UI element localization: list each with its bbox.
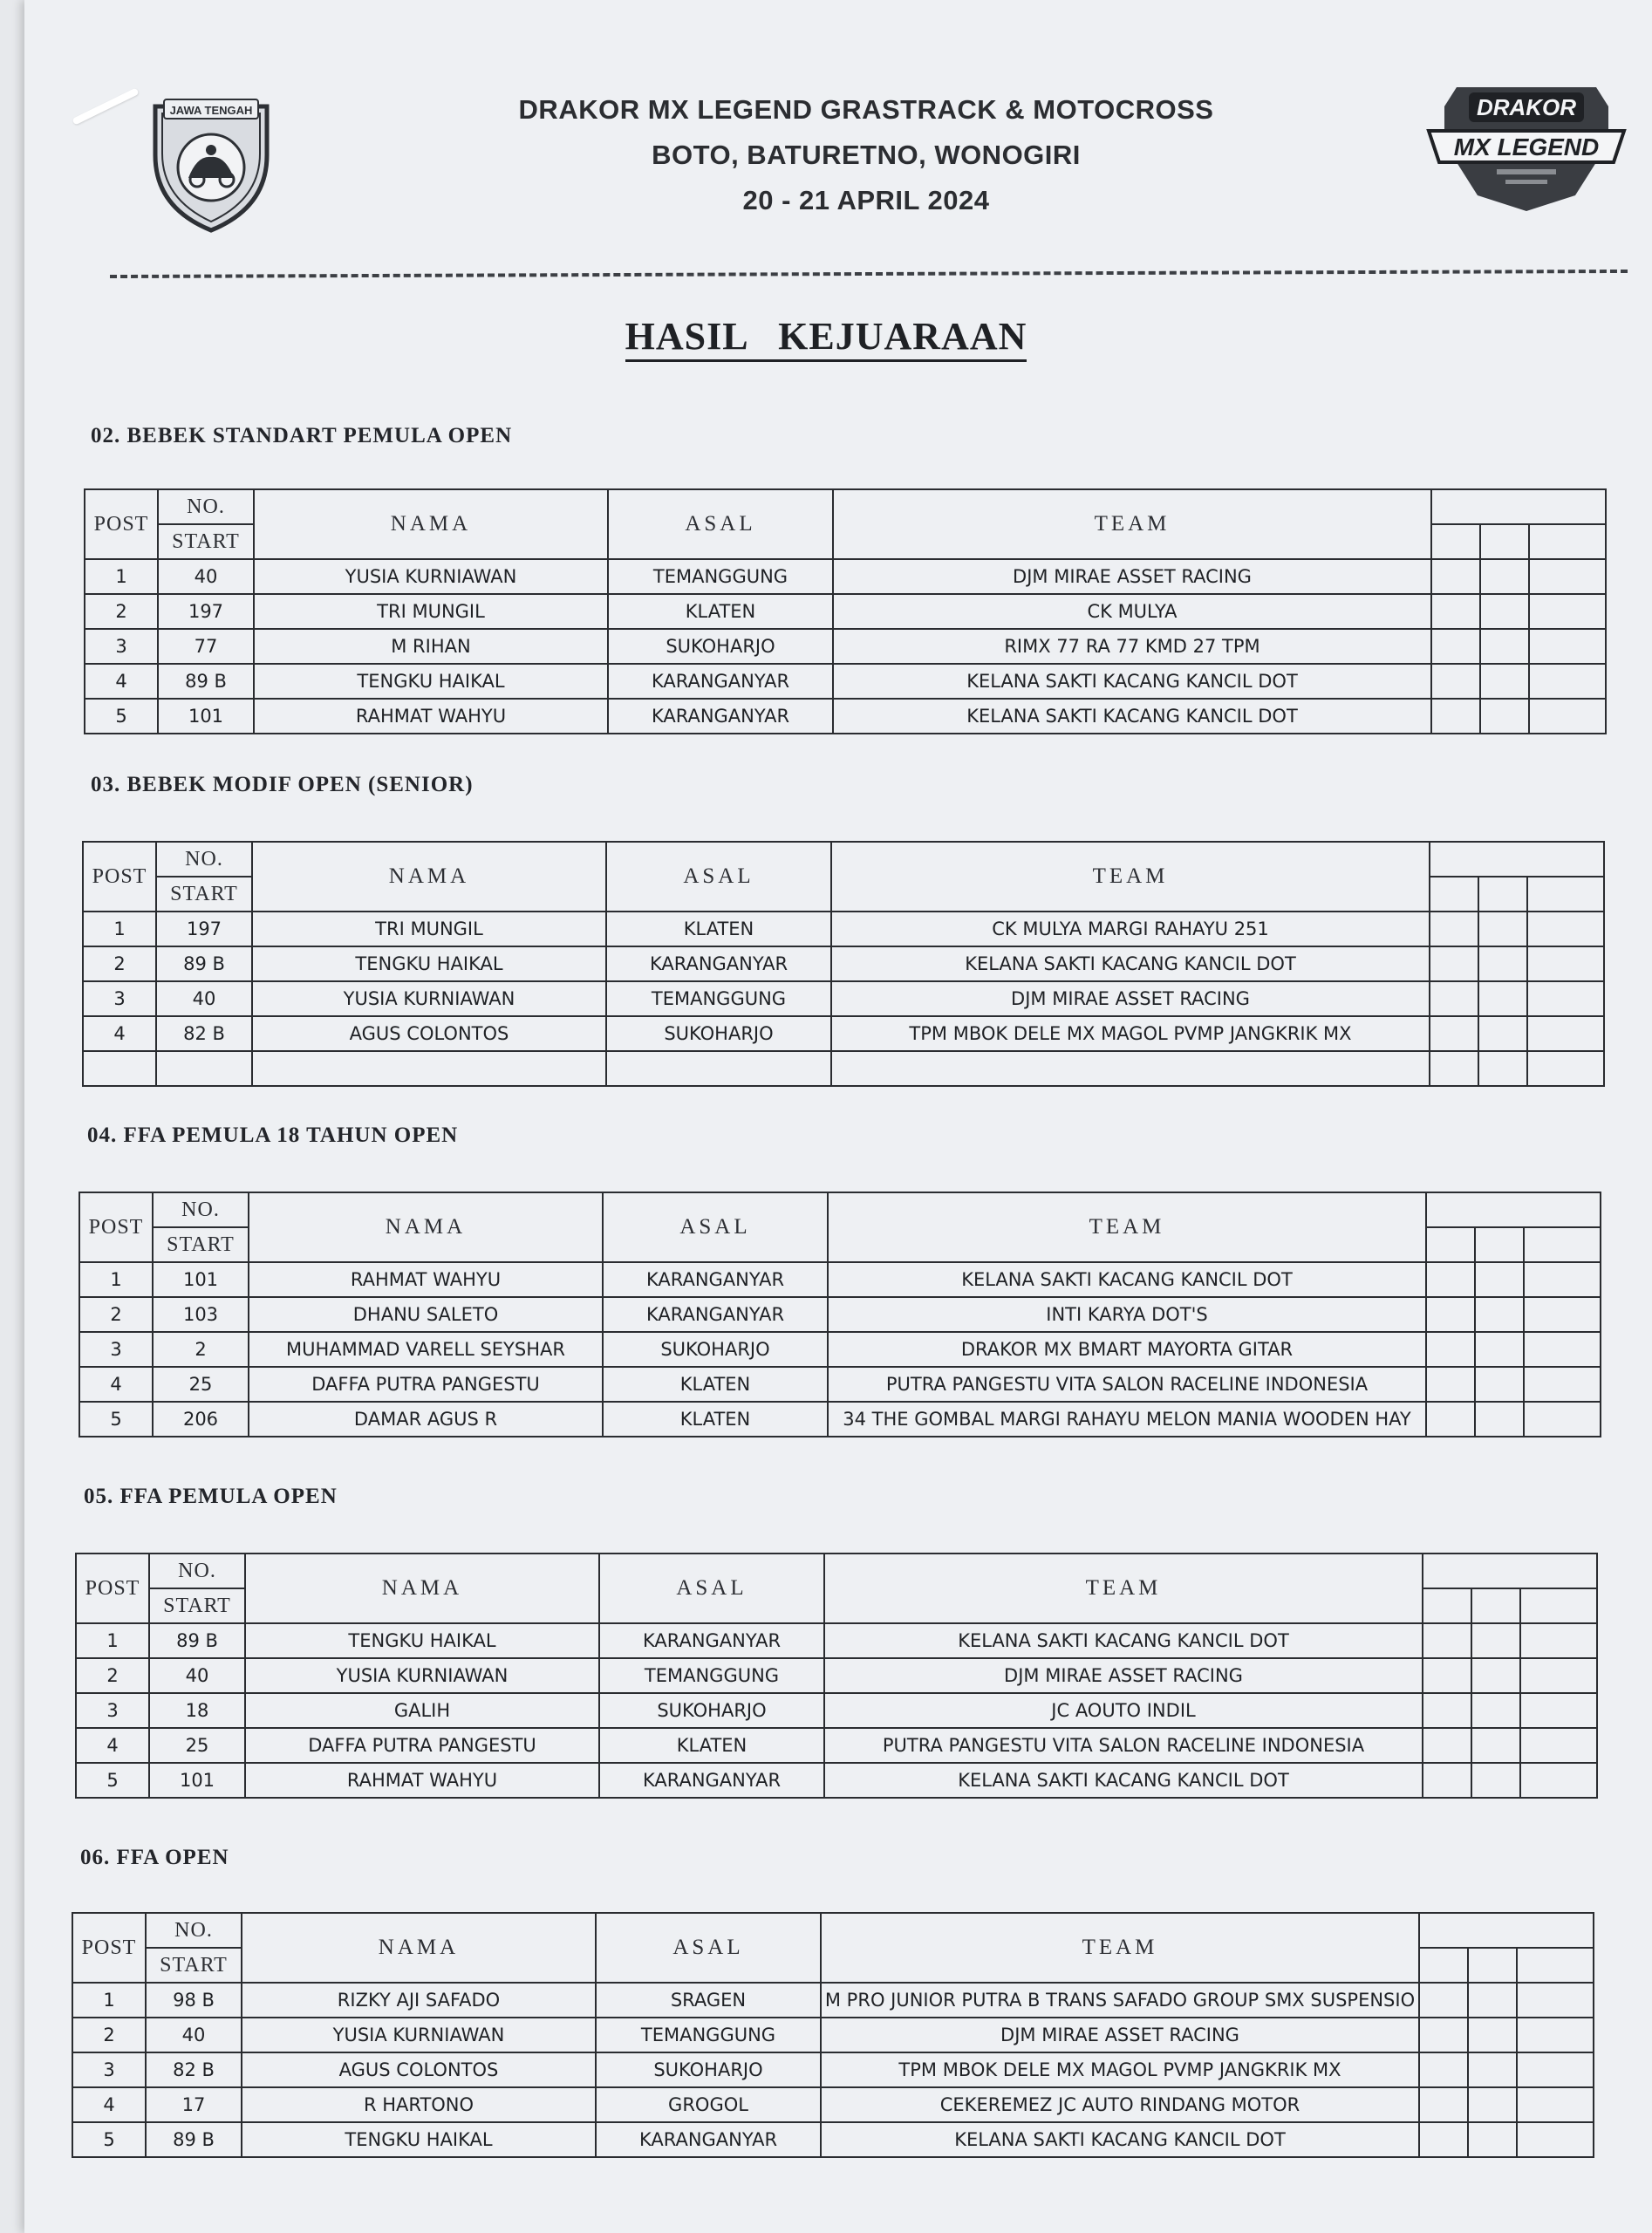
cell-nama: TENGKU HAIKAL bbox=[252, 946, 606, 981]
cell-post: 3 bbox=[85, 629, 158, 664]
header-nama: NAMA bbox=[249, 1192, 603, 1262]
cell-blank-box bbox=[1475, 1402, 1524, 1437]
cell-blank-box bbox=[1520, 1658, 1597, 1693]
cell-blank-box bbox=[1527, 912, 1604, 946]
cell-blank-box bbox=[1529, 664, 1606, 699]
cell-asal: GROGOL bbox=[596, 2087, 821, 2122]
cell-asal: KARANGANYAR bbox=[608, 664, 833, 699]
cell-nama bbox=[252, 1051, 606, 1086]
header-no: NO. bbox=[153, 1192, 249, 1227]
cell-nama: TRI MUNGIL bbox=[252, 912, 606, 946]
cell-nama: MUHAMMAD VARELL SEYSHAR bbox=[249, 1332, 603, 1367]
cell-blank-box bbox=[1527, 1051, 1604, 1086]
cell-blank-box bbox=[1475, 1332, 1524, 1367]
header-post: POST bbox=[76, 1554, 149, 1623]
cell-start: 40 bbox=[158, 559, 254, 594]
cell-team: M PRO JUNIOR PUTRA B TRANS SAFADO GROUP SMX SUSPENSIO bbox=[821, 1983, 1419, 2018]
cell-team: KELANA SAKTI KACANG KANCIL DOT bbox=[828, 1262, 1426, 1297]
cell-blank-box bbox=[1423, 1658, 1471, 1693]
table-row bbox=[85, 594, 1606, 629]
cell-nama: DHANU SALETO bbox=[249, 1297, 603, 1332]
section-title: 05. FFA PEMULA OPEN bbox=[84, 1485, 338, 1508]
cell-post bbox=[83, 1051, 156, 1086]
cell-nama: RAHMAT WAHYU bbox=[249, 1262, 603, 1297]
cell-blank-box bbox=[1423, 1763, 1471, 1798]
cell-post: 3 bbox=[79, 1332, 153, 1367]
cell-nama: R HARTONO bbox=[242, 2087, 596, 2122]
cell-post: 1 bbox=[76, 1623, 149, 1658]
cell-post: 5 bbox=[79, 1402, 153, 1437]
cell-asal: KARANGANYAR bbox=[599, 1763, 824, 1798]
cell-team: TPM MBOK DELE MX MAGOL PVMP JANGKRIK MX bbox=[821, 2052, 1419, 2087]
cell-start: 17 bbox=[146, 2087, 242, 2122]
table-row bbox=[72, 2018, 1594, 2052]
cell-asal: KLATEN bbox=[603, 1367, 828, 1402]
cell-asal: KLATEN bbox=[606, 912, 831, 946]
cell-nama: YUSIA KURNIAWAN bbox=[245, 1658, 599, 1693]
header-team: TEAM bbox=[828, 1192, 1426, 1262]
cell-post: 1 bbox=[72, 1983, 146, 2018]
cell-blank-box bbox=[1480, 629, 1529, 664]
cell-post: 4 bbox=[72, 2087, 146, 2122]
cell-team: KELANA SAKTI KACANG KANCIL DOT bbox=[831, 946, 1430, 981]
cell-start: 101 bbox=[153, 1262, 249, 1297]
cell-post: 3 bbox=[76, 1693, 149, 1728]
cell-blank-box bbox=[1478, 1016, 1527, 1051]
header-blank-box bbox=[1529, 524, 1606, 559]
cell-nama: TRI MUNGIL bbox=[254, 594, 608, 629]
header-start: START bbox=[153, 1227, 249, 1262]
cell-nama: TENGKU HAIKAL bbox=[242, 2122, 596, 2157]
cell-blank-box bbox=[1478, 981, 1527, 1016]
cell-blank-box bbox=[1527, 946, 1604, 981]
header-team: TEAM bbox=[833, 489, 1431, 559]
cell-blank-box bbox=[1529, 699, 1606, 734]
cell-start: 25 bbox=[153, 1367, 249, 1402]
header-nama: NAMA bbox=[252, 842, 606, 912]
cell-blank-box bbox=[1471, 1693, 1520, 1728]
cell-team bbox=[831, 1051, 1430, 1086]
table-row bbox=[85, 629, 1606, 664]
header-post: POST bbox=[79, 1192, 153, 1262]
results-table bbox=[75, 1553, 1598, 1799]
header-post: POST bbox=[72, 1913, 146, 1983]
cell-asal: KARANGANYAR bbox=[608, 699, 833, 734]
cell-blank-box bbox=[1520, 1763, 1597, 1798]
table-row bbox=[76, 1623, 1597, 1658]
cell-blank-box bbox=[1471, 1728, 1520, 1763]
cell-blank-box bbox=[1524, 1367, 1601, 1402]
cell-asal: TEMANGGUNG bbox=[596, 2018, 821, 2052]
cell-team: KELANA SAKTI KACANG KANCIL DOT bbox=[833, 664, 1431, 699]
cell-start: 89 B bbox=[146, 2122, 242, 2157]
header-blank-box bbox=[1426, 1192, 1601, 1227]
cell-blank-box bbox=[1478, 912, 1527, 946]
cell-nama: RAHMAT WAHYU bbox=[254, 699, 608, 734]
cell-team: DJM MIRAE ASSET RACING bbox=[831, 981, 1430, 1016]
results-table bbox=[72, 1912, 1594, 2158]
cell-start: 89 B bbox=[156, 946, 252, 981]
cell-asal: TEMANGGUNG bbox=[599, 1658, 824, 1693]
cell-start: 101 bbox=[149, 1763, 245, 1798]
cell-blank-box bbox=[1426, 1332, 1475, 1367]
cell-team: CEKEREMEZ JC AUTO RINDANG MOTOR bbox=[821, 2087, 1419, 2122]
cell-asal: TEMANGGUNG bbox=[606, 981, 831, 1016]
cell-blank-box bbox=[1520, 1623, 1597, 1658]
cell-blank-box bbox=[1520, 1693, 1597, 1728]
cell-start: 101 bbox=[158, 699, 254, 734]
cell-blank-box bbox=[1468, 2018, 1517, 2052]
cell-asal: SUKOHARJO bbox=[596, 2052, 821, 2087]
cell-blank-box bbox=[1431, 664, 1480, 699]
cell-team: KELANA SAKTI KACANG KANCIL DOT bbox=[833, 699, 1431, 734]
cell-team: JC AOUTO INDIL bbox=[824, 1693, 1423, 1728]
cell-asal: KARANGANYAR bbox=[599, 1623, 824, 1658]
header-blank-box bbox=[1520, 1588, 1597, 1623]
cell-post: 2 bbox=[76, 1658, 149, 1693]
cell-team: DJM MIRAE ASSET RACING bbox=[833, 559, 1431, 594]
section-title: 02. BEBEK STANDART PEMULA OPEN bbox=[91, 424, 513, 447]
cell-blank-box bbox=[1517, 2052, 1594, 2087]
cell-nama: TENGKU HAIKAL bbox=[254, 664, 608, 699]
cell-blank-box bbox=[1524, 1262, 1601, 1297]
cell-blank-box bbox=[1480, 699, 1529, 734]
cell-start: 25 bbox=[149, 1728, 245, 1763]
pen-mark-decoration bbox=[72, 87, 139, 125]
table-row bbox=[79, 1332, 1601, 1367]
table-row bbox=[76, 1728, 1597, 1763]
cell-nama: RIZKY AJI SAFADO bbox=[242, 1983, 596, 2018]
header-blank-box bbox=[1430, 877, 1478, 912]
header-nama: NAMA bbox=[254, 489, 608, 559]
table-row bbox=[83, 946, 1604, 981]
table-row bbox=[85, 664, 1606, 699]
cell-blank-box bbox=[1529, 559, 1606, 594]
table-row bbox=[79, 1402, 1601, 1437]
cell-start: 82 B bbox=[146, 2052, 242, 2087]
header-nama: NAMA bbox=[242, 1913, 596, 1983]
table-row bbox=[72, 2052, 1594, 2087]
results-table bbox=[82, 841, 1605, 1087]
cell-blank-box bbox=[1529, 629, 1606, 664]
cell-nama: DAFFA PUTRA PANGESTU bbox=[249, 1367, 603, 1402]
cell-blank-box bbox=[1431, 699, 1480, 734]
cell-blank-box bbox=[1430, 981, 1478, 1016]
cell-blank-box bbox=[1527, 1016, 1604, 1051]
cell-blank-box bbox=[1468, 2087, 1517, 2122]
table-row bbox=[79, 1367, 1601, 1402]
cell-nama: DAMAR AGUS R bbox=[249, 1402, 603, 1437]
table-row bbox=[83, 1016, 1604, 1051]
header-no: NO. bbox=[146, 1913, 242, 1948]
cell-post: 5 bbox=[85, 699, 158, 734]
cell-blank-box bbox=[1468, 2052, 1517, 2087]
event-location: BOTO, BATURETNO, WONOGIRI bbox=[652, 140, 1081, 170]
cell-blank-box bbox=[1520, 1728, 1597, 1763]
cell-asal: KLATEN bbox=[608, 594, 833, 629]
cell-blank-box bbox=[1478, 1051, 1527, 1086]
cell-post: 1 bbox=[83, 912, 156, 946]
table-row bbox=[83, 981, 1604, 1016]
cell-blank-box bbox=[1524, 1332, 1601, 1367]
cell-blank-box bbox=[1468, 1983, 1517, 2018]
header-blank-box bbox=[1478, 877, 1527, 912]
table-row bbox=[76, 1658, 1597, 1693]
header-start: START bbox=[149, 1588, 245, 1623]
cell-blank-box bbox=[1524, 1402, 1601, 1437]
jawa-tengah-seal-logo bbox=[148, 94, 274, 234]
cell-blank-box bbox=[1423, 1693, 1471, 1728]
cell-start: 197 bbox=[156, 912, 252, 946]
logo-line1: DRAKOR bbox=[1476, 94, 1577, 120]
header-blank-box bbox=[1527, 877, 1604, 912]
header-asal: ASAL bbox=[596, 1913, 821, 1983]
cell-blank-box bbox=[1527, 981, 1604, 1016]
cell-blank-box bbox=[1468, 2122, 1517, 2157]
cell-asal: KARANGANYAR bbox=[603, 1262, 828, 1297]
cell-team: PUTRA PANGESTU VITA SALON RACELINE INDONESIA bbox=[824, 1728, 1423, 1763]
cell-blank-box bbox=[1517, 2018, 1594, 2052]
table-row bbox=[85, 559, 1606, 594]
header-blank-box bbox=[1423, 1588, 1471, 1623]
cell-team: KELANA SAKTI KACANG KANCIL DOT bbox=[824, 1623, 1423, 1658]
cell-asal: SUKOHARJO bbox=[603, 1332, 828, 1367]
header-start: START bbox=[156, 877, 252, 912]
results-table bbox=[84, 488, 1607, 734]
section-title: 03. BEBEK MODIF OPEN (SENIOR) bbox=[91, 773, 474, 796]
header-team: TEAM bbox=[824, 1554, 1423, 1623]
cell-blank-box bbox=[1426, 1367, 1475, 1402]
header-blank-box bbox=[1468, 1948, 1517, 1983]
drakor-mx-legend-logo bbox=[1422, 82, 1631, 215]
header-blank-box bbox=[1471, 1588, 1520, 1623]
cell-blank-box bbox=[1419, 2122, 1468, 2157]
cell-blank-box bbox=[1471, 1658, 1520, 1693]
cell-post: 2 bbox=[83, 946, 156, 981]
header-asal: ASAL bbox=[608, 489, 833, 559]
cell-post: 1 bbox=[79, 1262, 153, 1297]
cell-team: DRAKOR MX BMART MAYORTA GITAR bbox=[828, 1332, 1426, 1367]
cell-start: 89 B bbox=[158, 664, 254, 699]
cell-blank-box bbox=[1517, 2087, 1594, 2122]
cell-start: 40 bbox=[149, 1658, 245, 1693]
cell-team: RIMX 77 RA 77 KMD 27 TPM bbox=[833, 629, 1431, 664]
table-row bbox=[76, 1763, 1597, 1798]
cell-team: CK MULYA MARGI RAHAYU 251 bbox=[831, 912, 1430, 946]
header-asal: ASAL bbox=[606, 842, 831, 912]
results-table bbox=[79, 1192, 1601, 1437]
cell-team: INTI KARYA DOT'S bbox=[828, 1297, 1426, 1332]
cell-nama: M RIHAN bbox=[254, 629, 608, 664]
cell-asal: KLATEN bbox=[603, 1402, 828, 1437]
cell-blank-box bbox=[1430, 1051, 1478, 1086]
cell-blank-box bbox=[1426, 1297, 1475, 1332]
cell-post: 3 bbox=[83, 981, 156, 1016]
table-row bbox=[72, 2122, 1594, 2157]
cell-team: 34 THE GOMBAL MARGI RAHAYU MELON MANIA WOODEN HAY bbox=[828, 1402, 1426, 1437]
document-title bbox=[0, 314, 1652, 359]
section-title: 04. FFA PEMULA 18 TAHUN OPEN bbox=[87, 1123, 459, 1147]
cell-start: 103 bbox=[153, 1297, 249, 1332]
header-asal: ASAL bbox=[603, 1192, 828, 1262]
event-header bbox=[391, 87, 1341, 223]
table-row bbox=[72, 1983, 1594, 2018]
cell-blank-box bbox=[1423, 1728, 1471, 1763]
header-nama: NAMA bbox=[245, 1554, 599, 1623]
cell-asal: KARANGANYAR bbox=[596, 2122, 821, 2157]
cell-blank-box bbox=[1430, 912, 1478, 946]
cell-blank-box bbox=[1430, 946, 1478, 981]
header-blank-box bbox=[1480, 524, 1529, 559]
cell-nama: DAFFA PUTRA PANGESTU bbox=[245, 1728, 599, 1763]
cell-blank-box bbox=[1419, 2087, 1468, 2122]
cell-blank-box bbox=[1431, 559, 1480, 594]
header-start: START bbox=[146, 1948, 242, 1983]
header-divider bbox=[110, 270, 1628, 278]
cell-blank-box bbox=[1471, 1623, 1520, 1658]
cell-post: 1 bbox=[85, 559, 158, 594]
cell-start: 2 bbox=[153, 1332, 249, 1367]
cell-blank-box bbox=[1471, 1763, 1520, 1798]
document-title-text: HASIL KEJUARAAN bbox=[625, 315, 1027, 362]
cell-post: 4 bbox=[79, 1367, 153, 1402]
cell-nama: AGUS COLONTOS bbox=[252, 1016, 606, 1051]
cell-post: 5 bbox=[76, 1763, 149, 1798]
cell-start: 206 bbox=[153, 1402, 249, 1437]
event-title: DRAKOR MX LEGEND GRASTRACK & MOTOCROSS bbox=[518, 94, 1214, 125]
cell-blank-box bbox=[1431, 629, 1480, 664]
header-blank-box bbox=[1430, 842, 1604, 877]
cell-asal: SUKOHARJO bbox=[608, 629, 833, 664]
header-blank-box bbox=[1419, 1913, 1594, 1948]
table-row bbox=[85, 699, 1606, 734]
cell-start: 197 bbox=[158, 594, 254, 629]
table-row bbox=[79, 1262, 1601, 1297]
header-no: NO. bbox=[149, 1554, 245, 1588]
cell-blank-box bbox=[1517, 1983, 1594, 2018]
cell-nama: AGUS COLONTOS bbox=[242, 2052, 596, 2087]
header-blank-box bbox=[1475, 1227, 1524, 1262]
cell-blank-box bbox=[1478, 946, 1527, 981]
cell-blank-box bbox=[1431, 594, 1480, 629]
cell-blank-box bbox=[1419, 2052, 1468, 2087]
cell-asal: SUKOHARJO bbox=[599, 1693, 824, 1728]
cell-team: CK MULYA bbox=[833, 594, 1431, 629]
cell-nama: YUSIA KURNIAWAN bbox=[252, 981, 606, 1016]
cell-team: KELANA SAKTI KACANG KANCIL DOT bbox=[824, 1763, 1423, 1798]
cell-blank-box bbox=[1480, 664, 1529, 699]
seal-text: JAWA TENGAH bbox=[169, 104, 253, 117]
cell-blank-box bbox=[1480, 559, 1529, 594]
header-asal: ASAL bbox=[599, 1554, 824, 1623]
cell-start: 98 B bbox=[146, 1983, 242, 2018]
cell-nama: RAHMAT WAHYU bbox=[245, 1763, 599, 1798]
cell-post: 5 bbox=[72, 2122, 146, 2157]
cell-nama: YUSIA KURNIAWAN bbox=[242, 2018, 596, 2052]
event-date: 20 - 21 APRIL 2024 bbox=[742, 185, 990, 215]
cell-post: 3 bbox=[72, 2052, 146, 2087]
cell-start: 18 bbox=[149, 1693, 245, 1728]
cell-blank-box bbox=[1524, 1297, 1601, 1332]
cell-blank-box bbox=[1423, 1623, 1471, 1658]
cell-blank-box bbox=[1430, 1016, 1478, 1051]
cell-start: 77 bbox=[158, 629, 254, 664]
cell-blank-box bbox=[1419, 2018, 1468, 2052]
table-row bbox=[83, 1051, 1604, 1086]
cell-team: DJM MIRAE ASSET RACING bbox=[821, 2018, 1419, 2052]
header-blank-box bbox=[1524, 1227, 1601, 1262]
cell-team: DJM MIRAE ASSET RACING bbox=[824, 1658, 1423, 1693]
cell-post: 2 bbox=[85, 594, 158, 629]
cell-start: 82 B bbox=[156, 1016, 252, 1051]
cell-start: 89 B bbox=[149, 1623, 245, 1658]
cell-start: 40 bbox=[146, 2018, 242, 2052]
cell-post: 4 bbox=[85, 664, 158, 699]
table-row bbox=[79, 1297, 1601, 1332]
cell-team: PUTRA PANGESTU VITA SALON RACELINE INDONESIA bbox=[828, 1367, 1426, 1402]
section-title: 06. FFA OPEN bbox=[80, 1846, 229, 1869]
cell-nama: YUSIA KURNIAWAN bbox=[254, 559, 608, 594]
header-blank-box bbox=[1419, 1948, 1468, 1983]
cell-blank-box bbox=[1426, 1402, 1475, 1437]
cell-nama: GALIH bbox=[245, 1693, 599, 1728]
cell-blank-box bbox=[1475, 1367, 1524, 1402]
header-blank-box bbox=[1431, 489, 1606, 524]
cell-nama: TENGKU HAIKAL bbox=[245, 1623, 599, 1658]
table-row bbox=[72, 2087, 1594, 2122]
cell-asal: SRAGEN bbox=[596, 1983, 821, 2018]
header-no: NO. bbox=[156, 842, 252, 877]
header-post: POST bbox=[85, 489, 158, 559]
header-team: TEAM bbox=[821, 1913, 1419, 1983]
cell-asal: SUKOHARJO bbox=[606, 1016, 831, 1051]
cell-post: 2 bbox=[79, 1297, 153, 1332]
cell-team: KELANA SAKTI KACANG KANCIL DOT bbox=[821, 2122, 1419, 2157]
table-row bbox=[76, 1693, 1597, 1728]
cell-asal: KLATEN bbox=[599, 1728, 824, 1763]
header-blank-box bbox=[1426, 1227, 1475, 1262]
header-start: START bbox=[158, 524, 254, 559]
cell-asal: KARANGANYAR bbox=[603, 1297, 828, 1332]
cell-post: 2 bbox=[72, 2018, 146, 2052]
cell-blank-box bbox=[1517, 2122, 1594, 2157]
header-post: POST bbox=[83, 842, 156, 912]
table-row bbox=[83, 912, 1604, 946]
cell-start bbox=[156, 1051, 252, 1086]
cell-asal: TEMANGGUNG bbox=[608, 559, 833, 594]
cell-asal bbox=[606, 1051, 831, 1086]
cell-blank-box bbox=[1475, 1262, 1524, 1297]
cell-blank-box bbox=[1529, 594, 1606, 629]
cell-post: 4 bbox=[76, 1728, 149, 1763]
cell-team: TPM MBOK DELE MX MAGOL PVMP JANGKRIK MX bbox=[831, 1016, 1430, 1051]
header-team: TEAM bbox=[831, 842, 1430, 912]
cell-start: 40 bbox=[156, 981, 252, 1016]
header-blank-box bbox=[1517, 1948, 1594, 1983]
cell-blank-box bbox=[1480, 594, 1529, 629]
cell-asal: KARANGANYAR bbox=[606, 946, 831, 981]
logo-line2: MX LEGEND bbox=[1453, 133, 1600, 160]
cell-blank-box bbox=[1426, 1262, 1475, 1297]
cell-blank-box bbox=[1475, 1297, 1524, 1332]
header-blank-box bbox=[1431, 524, 1480, 559]
header-no: NO. bbox=[158, 489, 254, 524]
cell-post: 4 bbox=[83, 1016, 156, 1051]
header-blank-box bbox=[1423, 1554, 1597, 1588]
cell-blank-box bbox=[1419, 1983, 1468, 2018]
